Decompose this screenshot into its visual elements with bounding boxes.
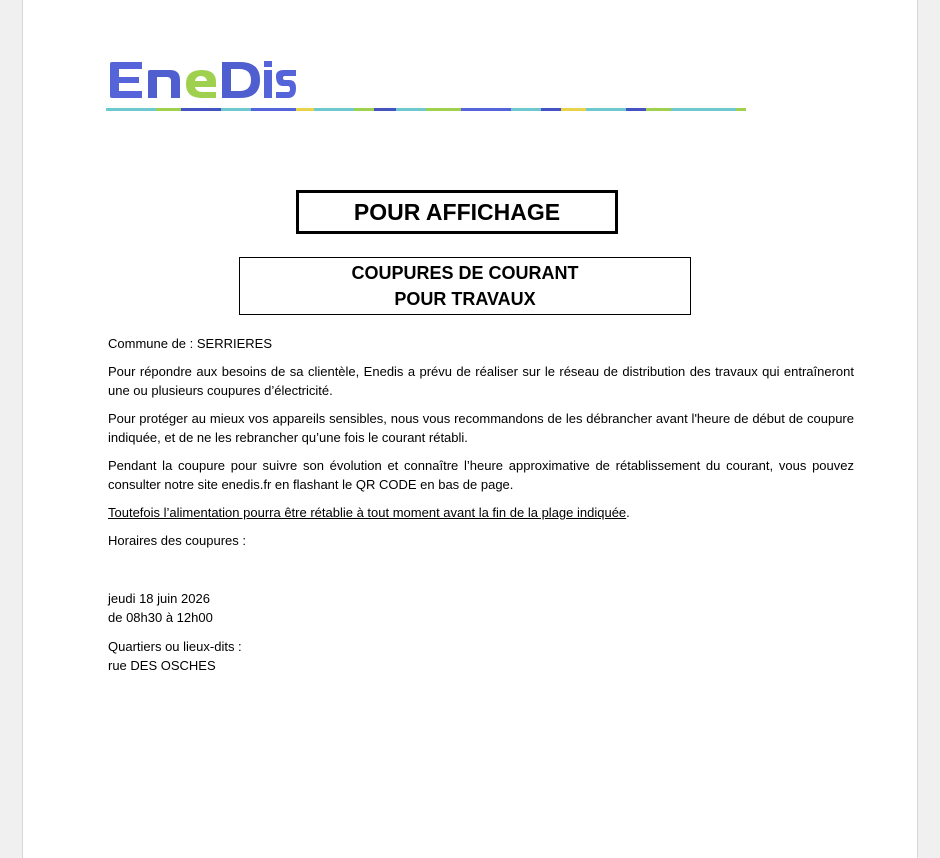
logo-underline — [106, 108, 756, 111]
street-name: rue DES OSCHES — [108, 658, 216, 673]
page-title-box — [296, 190, 618, 234]
subtitle-line-2: POUR TRAVAUX — [394, 289, 536, 309]
subtitle-box — [239, 257, 691, 315]
paragraph-intro: Pour répondre aux besoins de sa clientèle, Enedis a prévu de réaliser sur le réseau de distribution des travaux qui entraîneront une ou plusieurs coupures d’électricité. — [108, 364, 854, 398]
document-page — [22, 0, 918, 858]
quartiers-label: Quartiers ou lieux-dits : — [108, 639, 242, 654]
notice-period: . — [626, 505, 630, 520]
enedis-logo — [106, 56, 296, 106]
outage-date: jeudi 18 juin 2026 — [108, 591, 210, 606]
notice-line — [108, 503, 854, 522]
paragraph-tracking: Pendant la coupure pour suivre son évolution et connaître l’heure approximative de rétablissement du courant, vous pouvez consulter notre site enedis.fr en flashant le QR CODE en bas de page. — [108, 458, 854, 492]
paragraph-protection: Pour protéger au mieux vos appareils sensibles, nous vous recommandons de les débrancher avant l'heure de début de coupure indiquée, et de ne les rebrancher qu’une fois le courant rétabli. — [108, 411, 854, 445]
horaires-label: Horaires des coupures : — [108, 533, 247, 548]
notice-underlined: Toutefois l’alimentation pourra être rétablie à tout moment avant la fin de la plage indiquée — [108, 505, 627, 520]
subtitle-line-1: COUPURES DE COURANT — [351, 263, 579, 283]
commune-line: Commune de : SERRIERES — [108, 336, 273, 351]
page-title: POUR AFFICHAGE — [353, 198, 561, 225]
outage-time: de 08h30 à 12h00 — [108, 610, 213, 625]
notice-body — [108, 334, 854, 675]
